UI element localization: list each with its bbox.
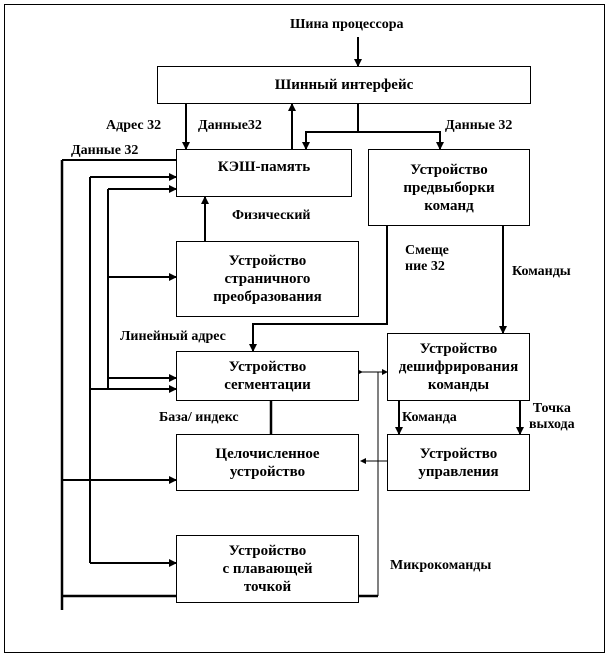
commands-label: Команды [512,264,571,279]
bus-interface-block: Шинный интерфейс [157,66,531,104]
decoder-block: Устройство дешифрирования команды [387,333,530,401]
fpu-block: Устройство с плавающей точкой [176,535,359,603]
data32-label: Данные32 [198,118,262,133]
linear-address-label: Линейный адрес [120,329,226,343]
command-label: Команда [402,410,457,425]
microcommands-label: Микрокоманды [390,558,492,573]
physical-label: Физический [232,208,311,223]
exit-point-label: Точка выхода [529,401,575,432]
data32-left-label: Данные 32 [71,143,139,158]
offset32-label: Смеще ние 32 [405,243,449,273]
address32-label: Адрес 32 [106,118,162,133]
control-unit-block: Устройство управления [387,434,530,491]
prefetch-block: Устройство предвыборки команд [368,149,530,226]
cache-block: КЭШ-память [176,149,352,197]
data32-right-label: Данные 32 [445,118,513,133]
segmentation-block: Устройство сегментации [176,351,359,401]
cpu-bus-label: Шина процессора [290,17,404,32]
integer-unit-block: Целочисленное устройство [176,434,359,491]
base-index-label: База/ индекс [159,410,239,425]
paging-block: Устройство страничного преобразования [176,241,359,317]
bus-to-prefetch-line [358,132,440,149]
bus-split-line [306,104,358,149]
